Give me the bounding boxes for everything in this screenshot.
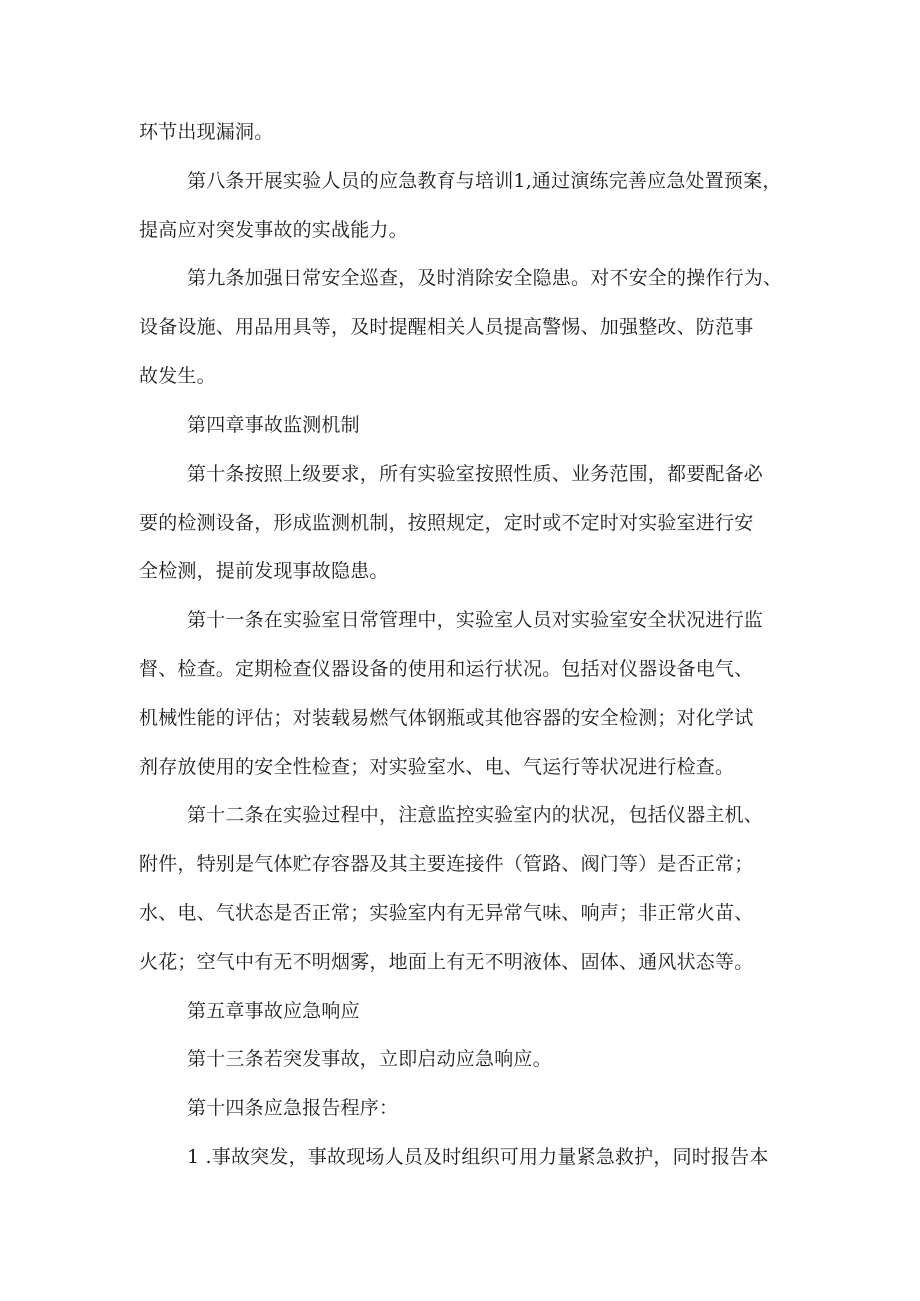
text-line: 第十三条若突发事故，立即启动应急响应。 <box>187 1048 552 1070</box>
text-line: 水、电、气状态是否正常；实验室内有无异常气味、响声；非正常火苗、 <box>139 902 754 924</box>
text-line: 1 .事故突发，事故现场人员及时组织可用力量紧急救护，同时报告本 <box>187 1146 769 1168</box>
text-line: 提高应对突发事故的实战能力。 <box>139 219 408 241</box>
text-line: 第十条按照上级要求，所有实验室按照性质、业务范围，都要配备必 <box>187 463 764 485</box>
text-line: 机械性能的评估；对装载易燃气体钢瓶或其他容器的安全检测；对化学试 <box>139 707 754 729</box>
text-line: 剂存放使用的安全性检查；对实验室水、电、气运行等状况进行检查。 <box>139 756 735 778</box>
section-heading: 第五章事故应急响应 <box>187 1000 360 1022</box>
text-line: 火花；空气中有无不明烟雾，地面上有无不明液体、固体、通风状态等。 <box>139 951 754 973</box>
text-line: 附件，特别是气体贮存容器及其主要连接件（管路、阀门等）是否正常； <box>139 853 754 875</box>
section-heading: 第四章事故监测机制 <box>187 414 360 436</box>
text-line: 设备设施、用品用具等，及时提醒相关人员提高警惕、加强整改、防范事 <box>139 316 754 338</box>
text-line: 故发生。 <box>139 365 216 387</box>
text-line: 环节出现漏洞。 <box>139 121 274 143</box>
text-line: 第九条加强日常安全巡查，及时消除安全隐患。对不安全的操作行为、 <box>187 267 783 289</box>
text-line: 第十二条在实验过程中，注意监控实验室内的状况，包括仪器主机、 <box>187 804 764 826</box>
text-line: 第八条开展实验人员的应急教育与培训1,通过演练完善应急处置预案， <box>187 170 782 192</box>
text-line: 要的检测设备，形成监测机制，按照规定，定时或不定时对实验室进行安 <box>139 512 754 534</box>
text-line: 第十四条应急报告程序： <box>187 1097 399 1119</box>
text-line: 全检测，提前发现事故隐患。 <box>139 560 389 582</box>
text-line: 第十一条在实验室日常管理中，实验室人员对实验室安全状况进行监 <box>187 609 764 631</box>
text-line: 督、检查。定期检查仪器设备的使用和运行状况。包括对仪器设备电气、 <box>139 658 754 680</box>
